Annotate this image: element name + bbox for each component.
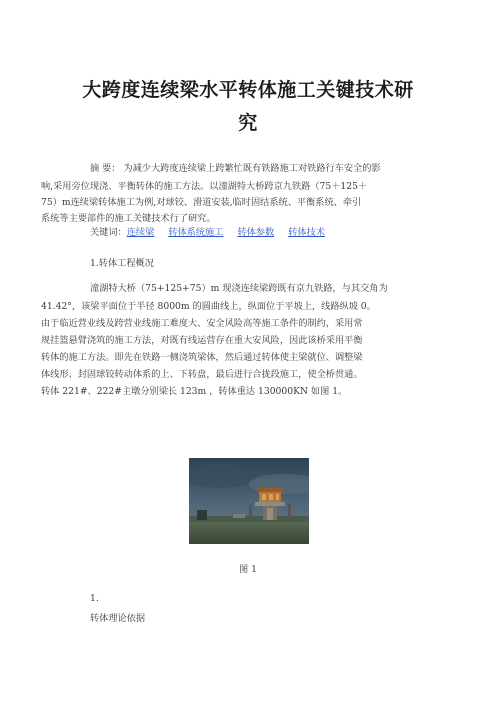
keyword-link[interactable]: 转体系统施工 <box>168 227 224 238</box>
keywords-row <box>90 224 339 238</box>
abstract-line: 系统等主要部件的施工关键技术行了研究。 <box>41 213 216 224</box>
keyword-link[interactable]: 连续梁 <box>126 227 155 238</box>
body-line: 转体 221#、222#主墩分别梁长 123m ，转体重达 130000KN 如图 1。 <box>41 386 348 397</box>
section-heading: 1.转体工程概况 <box>90 258 154 269</box>
section-number: 1. <box>90 593 99 604</box>
title-line-1: 大跨度连续梁水平转体施工关键技术研 <box>82 79 414 101</box>
title-line-2: 究 <box>238 112 258 134</box>
abstract-line: 摘 要： 为减少大跨度连续梁上跨繁忙既有铁路施工对铁路行车安全的影 <box>90 163 381 174</box>
body-line: 规挂篮悬臂浇筑的施工方法，对既有线运营存在重大安风险，因此该桥采用平衡 <box>41 335 363 346</box>
body-line: 由于临近营业线及跨营业线施工难度大、安全风险高等施工条件的制约，采用常 <box>41 318 363 329</box>
keyword-link[interactable]: 转体参数 <box>237 227 275 238</box>
abstract-line: 响,采用旁位现浇、平衡转体的施工方法。以潼湖特大桥跨京九铁路（75＋125＋ <box>41 181 368 192</box>
body-line: 41.42°，该梁平面位于半径 8000m 的圆曲线上，纵面位于平坡上，线路纵坡 0。 <box>41 301 376 312</box>
document-title <box>60 74 436 140</box>
keyword-link[interactable]: 转体技术 <box>288 227 325 238</box>
keywords-label: 关键词： <box>90 227 127 238</box>
bridge-construction-photo <box>189 458 309 544</box>
figure-caption: 图 1 <box>239 564 257 575</box>
abstract-line: 75）m连续梁转体施工为例,对球铰、滑道安装,临时固结系统、平衡系统、牵引 <box>41 197 362 208</box>
body-line: 转体的施工方法。即先在铁路一侧浇筑梁体，然后通过转体使主梁就位、调整梁 <box>41 352 363 363</box>
body-line: 体线形、封固球铰转动体系的上、下转盘，最后进行合拢段施工，使全桥贯通。 <box>41 369 363 380</box>
body-line: 潼湖特大桥（75+125+75）m 现浇连续梁跨既有京九铁路，与其交角为 <box>90 283 388 294</box>
section-heading: 转体理论依据 <box>90 613 146 624</box>
